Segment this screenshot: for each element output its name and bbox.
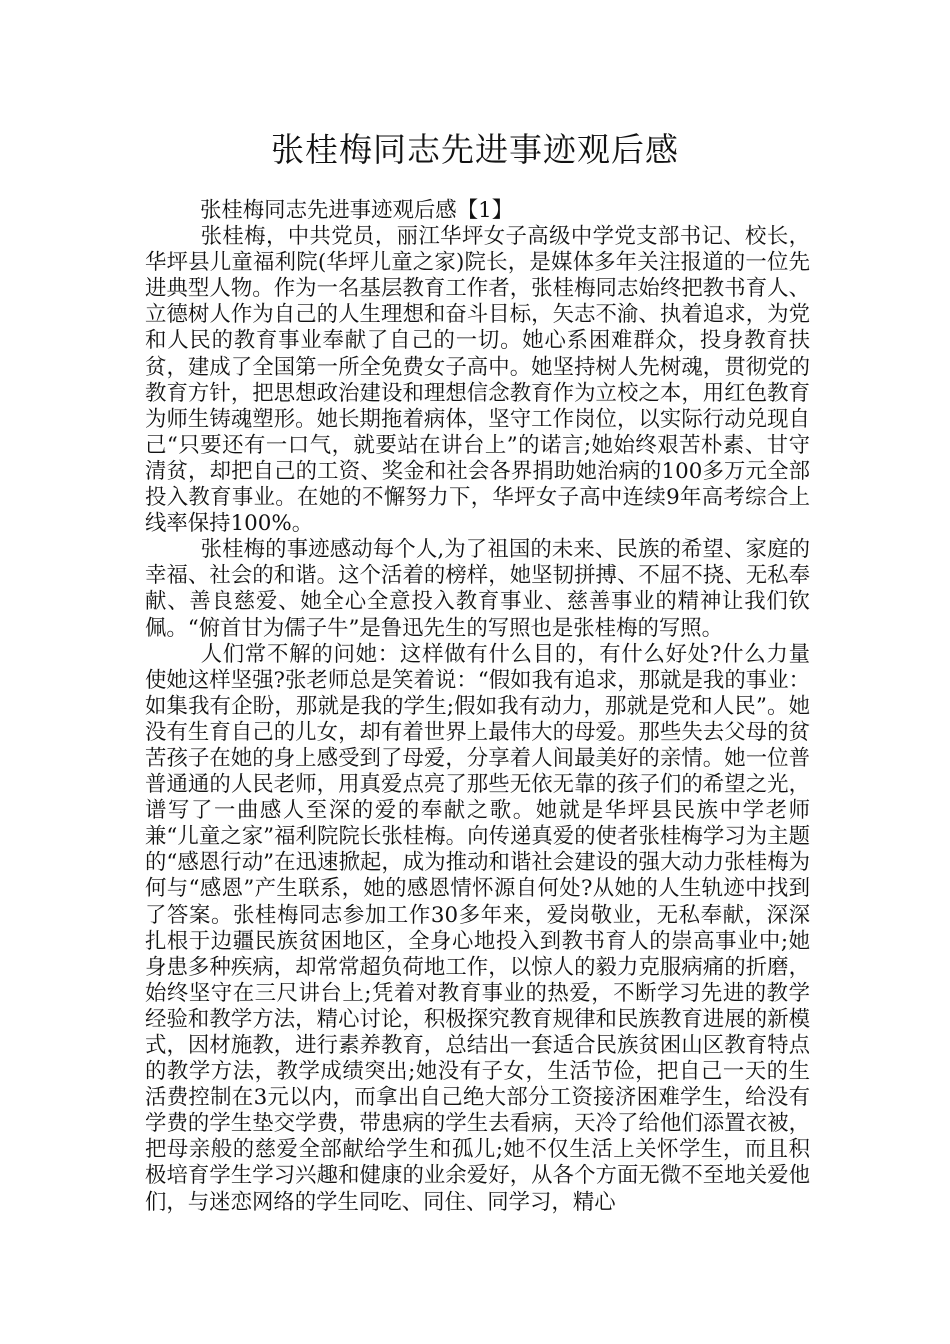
- document-body: [145, 198, 810, 1216]
- section-heading: 张桂梅同志先进事迹观后感【1】: [200, 198, 514, 223]
- paragraph-3: 人们常不解的问她：这样做有什么目的，有什么好处?什么力量使她这样坚强?张老师总是笑着说：“假如我有追求，那就是我的事业：如集我有企盼，那就是我的学生;假如我有动力，那就是党和人民”。她没有生育自己的儿女，却有着世界上最伟大的母爱。那些失去父母的贫苦孩子在她的身上感受到了母爱，分享着人间最美好的亲情。她一位普普通通的人民老师，用真爱点亮了那些无依无靠的孩子们的希望之光，谱写了一曲感人至深的爱的奉献之歌。她就是华坪县民族中学老师兼“儿童之家”福利院院长张桂梅。向传递真爱的使者张桂梅学习为主题的“感恩行动”在迅速掀起，成为推动和谐社会建设的强大动力张桂梅为何与“感恩”产生联系，她的感恩情怀源自何处?从她的人生轨迹中找到了答案。张桂梅同志参加工作30多年来，爱岗敬业，无私奉献，深深扎根于边疆民族贫困地区，全身心地投入到教书育人的崇高事业中;她身患多种疾病，却常常超负荷地工作，以惊人的毅力克服病痛的折磨，始终坚守在三尺讲台上;凭着对教育事业的热爱，不断学习先进的教学经验和教学方法，精心讨论，积极探究教育规律和民族教育进展的新模式，因材施教，进行素养教育，总结出一套适合民族贫困山区教育特点的教学方法，教学成绩突出;她没有子女，生活节俭，把自己一天的生活费控制在3元以内，而拿出自己绝大部分工资接济困难学生，给没有学费的学生垫交学费，带患病的学生去看病，天冷了给他们添置衣被，把母亲般的慈爱全部献给学生和孤儿;她不仅生活上关怀学生，而且积极培育学生学习兴趣和健康的业余爱好，从各个方面无微不至地关爱他们，与迷恋网络的学生同吃、同住、同学习，精心: [145, 641, 810, 1215]
- document-title: 张桂梅同志先进事迹观后感: [271, 130, 679, 169]
- paragraph-1: 张桂梅，中共党员，丽江华坪女子高级中学党支部书记、校长，华坪县儿童福利院(华坪儿童之家)院长，是媒体多年关注报道的一位先进典型人物。作为一名基层教育工作者，张桂梅同志始终把教书育人、立德树人作为自己的人生理想和奋斗目标，矢志不渝、执着追求，为党和人民的教育事业奉献了自己的一切。她心系困难群众，投身教育扶贫，建成了全国第一所全免费女子高中。她坚持树人先树魂，贯彻党的教育方针，把思想政治建设和理想信念教育作为立校之本，用红色教育为师生铸魂塑形。她长期拖着病体，坚守工作岗位，以实际行动兑现自己“只要还有一口气，就要站在讲台上”的诺言;她始终艰苦朴素、甘守清贫，却把自己的工资、奖金和社会各界捐助她治病的100多万元全部投入教育事业。在她的不懈努力下，华坪女子高中连续9年高考综合上线率保持100%。: [145, 224, 810, 537]
- paragraph-2: 张桂梅的事迹感动每个人,为了祖国的未来、民族的希望、家庭的幸福、社会的和谐。这个活着的榜样，她坚韧拼搏、不屈不挠、无私奉献、善良慈爱、她全心全意投入教育事业、慈善事业的精神让我们钦佩。“俯首甘为儒子牛”是鲁迅先生的写照也是张桂梅的写照。: [145, 537, 810, 641]
